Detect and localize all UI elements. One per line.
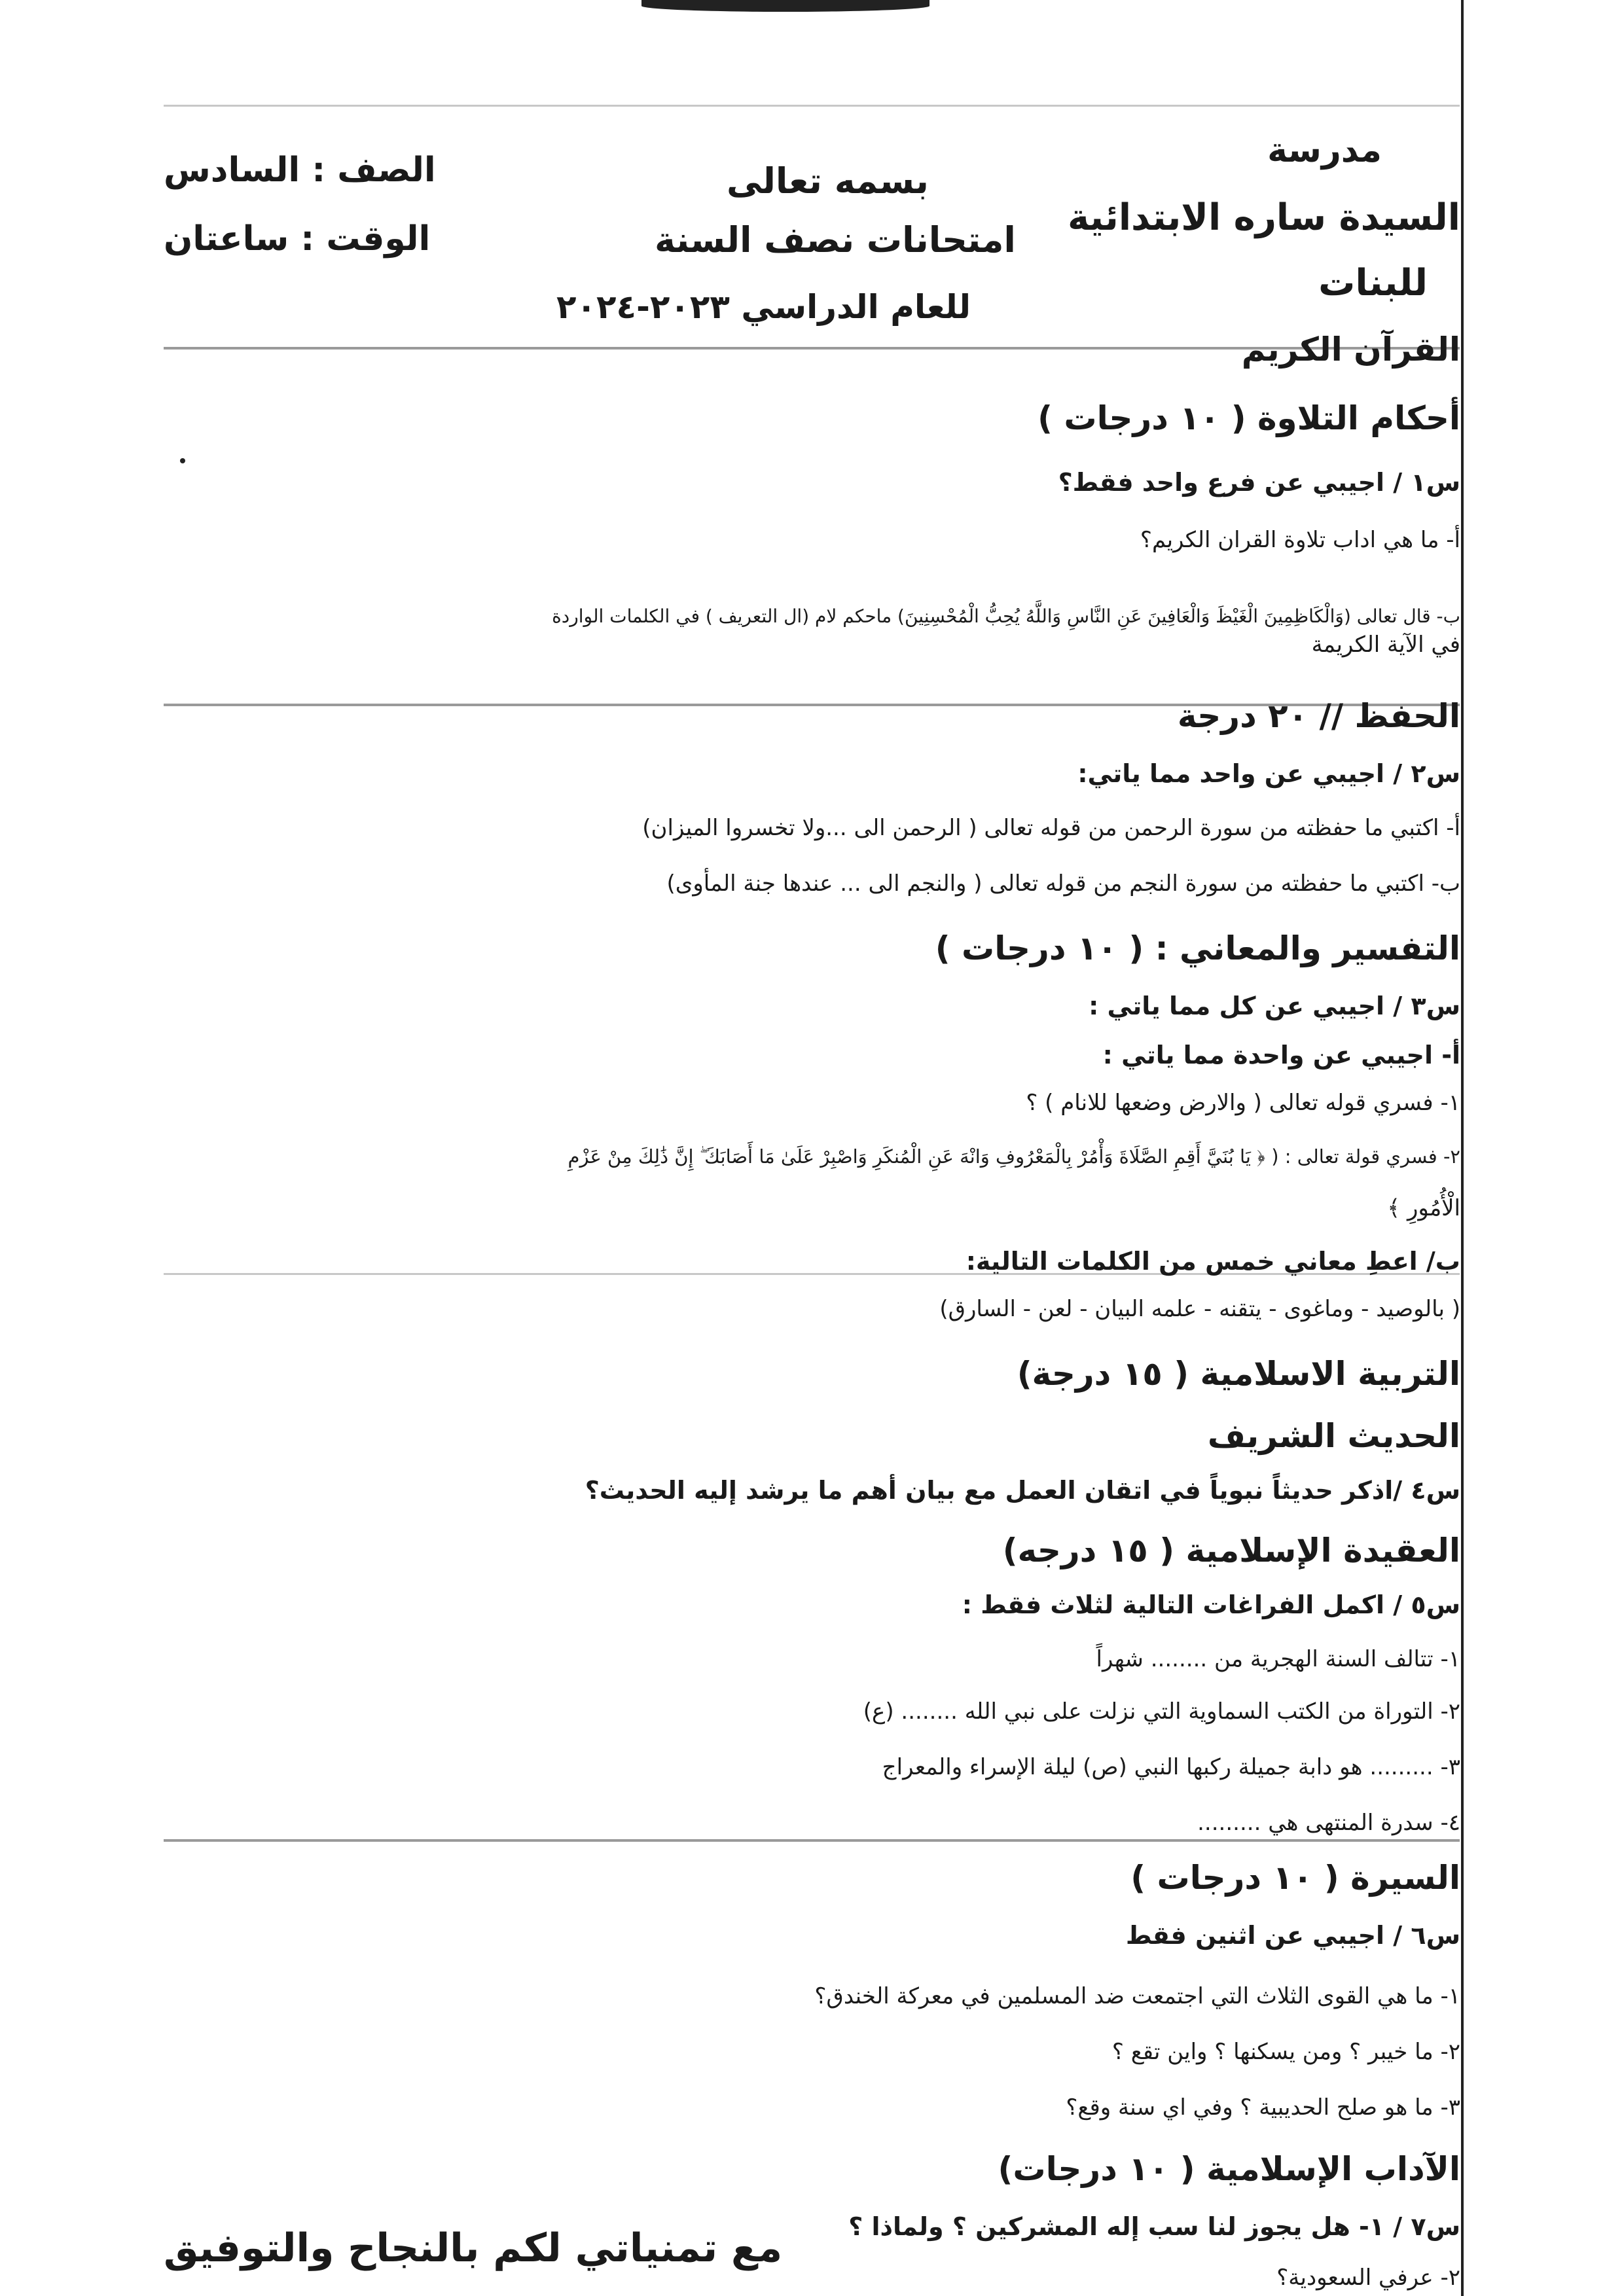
question-6b: ٢- ما خيبر ؟ ومن يسكنها ؟ واين تقع ؟ <box>1111 2039 1460 2065</box>
question-3a: أ- اجيبي عن واحدة مما ياتي : <box>1102 1041 1460 1069</box>
question-1: س١ / اجيبي عن فرع واحد فقط؟ <box>1058 468 1460 497</box>
question-3a2-cont: الْأُمُورِ ﴾ <box>1387 1195 1460 1221</box>
fold-line <box>164 1839 1460 1842</box>
page-right-edge <box>1461 0 1464 2296</box>
section-aqeeda: العقيدة الإسلامية ( ١٥ درجه) <box>1002 1532 1460 1570</box>
question-5d: ٤- سدرة المنتهى هي ......... <box>1197 1810 1460 1836</box>
question-3a1: ١- فسري قوله تعالى ( والارض وضعها للانام ) ؟ <box>1026 1090 1460 1116</box>
exam-title: امتحانات نصف السنة <box>655 219 1016 260</box>
question-5a: ١- تتالف السنة الهجرية من ........ شهراً <box>1096 1646 1460 1672</box>
question-1b: ب- قال تعالى (وَالْكَاظِمِينَ الْغَيْظَ وَالْعَافِينَ عَنِ النَّاسِ وَاللَّهُ يُحِبُّ الْمُحْسِنِينَ) ماحكم لام (ال التعريف ) في الكلمات الواردة <box>552 605 1460 627</box>
school-name: السيدة ساره الابتدائية <box>1067 196 1460 239</box>
closing-wish: مع تمنياتي لكم بالنجاح والتوفيق <box>164 2225 783 2271</box>
question-3b: ب/ اعطِ معاني خمس من الكلمات التالية: <box>965 1247 1460 1276</box>
page-top-tab <box>641 0 929 12</box>
speck <box>180 458 185 463</box>
question-2a: أ- اكتبي ما حفظته من سورة الرحمن من قوله تعالى ( الرحمن الى ...ولا تخسروا الميزان) <box>642 815 1460 841</box>
exam-year: للعام الدراسي ٢٠٢٣-٢٠٢٤ <box>556 288 971 326</box>
question-5c: ٣- ......... هو دابة جميلة ركبها النبي (ص) ليلة الإسراء والمعراج <box>882 1754 1460 1780</box>
section-tajweed: أحكام التلاوة ( ١٠ درجات ) <box>1038 399 1460 437</box>
section-tafsir: التفسير والمعاني : ( ١٠ درجات ) <box>935 929 1460 967</box>
question-1b-cont: في الآية الكريمة <box>1311 632 1460 658</box>
question-6: س٦ / اجيبي عن اثنين فقط <box>1125 1921 1460 1950</box>
question-3: س٣ / اجيبي عن كل مما ياتي : <box>1089 992 1460 1020</box>
question-3a2: ٢- فسري قولة تعالى : ( ﴿ يَا بُنَيَّ أَقِمِ الصَّلَاةَ وَأْمُرْ بِالْمَعْرُوفِ وَانْهَ عَنِ الْمُنكَرِ وَاصْبِرْ عَلَىٰ مَا أَصَابَكَ ۖ إِنَّ ذَٰلِكَ مِنْ عَزْمِ <box>568 1145 1460 1168</box>
question-7: س٧ / ١- هل يجوز لنا سب إله المشركين ؟ ولماذا ؟ <box>848 2212 1460 2241</box>
question-4: س٤ /اذكر حديثاً نبوياً في اتقان العمل مع بيان أهم ما يرشد إليه الحديث؟ <box>585 1476 1460 1505</box>
section-tarbiya: التربية الاسلامية ( ١٥ درجة) <box>1017 1355 1460 1393</box>
fold-line <box>164 105 1460 107</box>
section-seera: السيرة ( ١٠ درجات ) <box>1130 1859 1460 1897</box>
section-adab: الآداب الإسلامية ( ١٠ درجات) <box>998 2150 1460 2188</box>
basmala: بسمه تعالى <box>727 160 929 202</box>
question-6a: ١- ما هي القوى الثلاث التي اجتمعت ضد المسلمين في معركة الخندق؟ <box>814 1983 1460 2009</box>
question-1a: أ- ما هي اداب تلاوة القران الكريم؟ <box>1140 527 1460 553</box>
grade-label: الصف : السادس <box>164 151 436 190</box>
question-3b-words: ( بالوصيد - وماغوى - يتقنه - علمه البيان - لعن - السارق) <box>939 1296 1460 1322</box>
question-6c: ٣- ما هو صلح الحديبية ؟ وفي اي سنة وقع؟ <box>1066 2094 1460 2121</box>
school-type: للبنات <box>1318 262 1428 304</box>
section-hadith: الحديث الشريف <box>1207 1417 1460 1455</box>
time-label: الوقت : ساعتان <box>164 219 431 259</box>
section-hifz: الحفظ // ٢٠ درجة <box>1177 697 1460 735</box>
question-5: س٥ / اكمل الفراغات التالية لثلاث فقط : <box>962 1590 1460 1619</box>
section-quran: القرآن الكريم <box>1241 331 1460 368</box>
question-5b: ٢- التوراة من الكتب السماوية التي نزلت على نبي الله ........ (ع) <box>863 1698 1460 1725</box>
question-2b: ب- اكتبي ما حفظته من سورة النجم من قوله تعالى ( والنجم الى ... عندها جنة المأوى) <box>666 870 1460 897</box>
question-2: س٢ / اجيبي عن واحد مما ياتي: <box>1077 759 1460 788</box>
school-label: مدرسة <box>1267 131 1382 170</box>
question-7b: ٢- عرفي السعودية؟ <box>1276 2265 1460 2291</box>
